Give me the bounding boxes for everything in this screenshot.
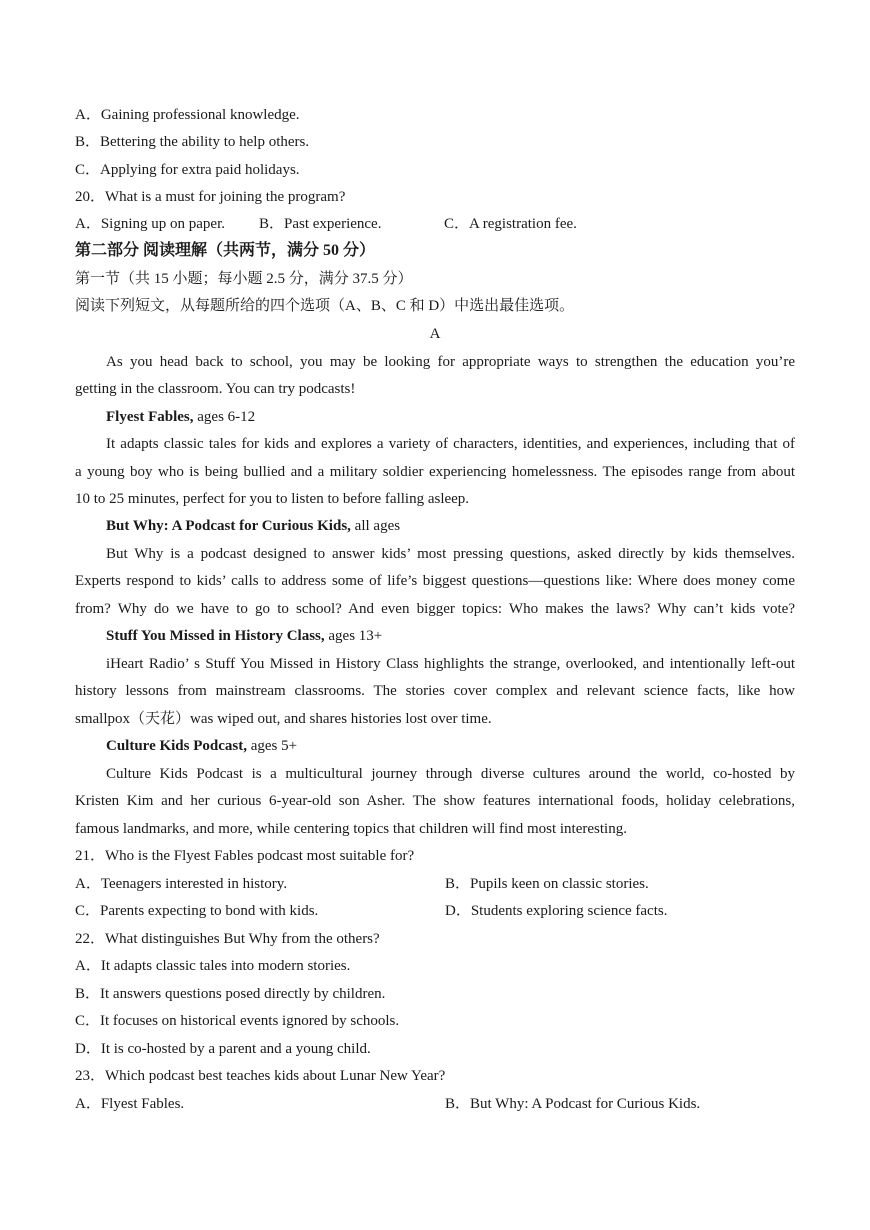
culture-kids-line-2: Kristen Kim and her curious 6-year-old son Asher. The show features international foods, holiday celebrations, [75, 793, 795, 809]
podcast-age: ages 5+ [246, 738, 298, 754]
passage-intro-line-2: getting in the classroom. You can try podcasts! [75, 381, 356, 397]
q22-option-d: D．It is co-hosted by a parent and a young child. [75, 1041, 371, 1057]
stuff-you-missed-line-2: history lessons from mainstream classrooms. The stories cover complex and relevant science facts, like how [75, 683, 795, 699]
q22-option-a: A．It adapts classic tales into modern stories. [75, 958, 351, 974]
q23-option-a: A．Flyest Fables. [75, 1096, 185, 1112]
culture-kids-line-1: Culture Kids Podcast is a multicultural journey through diverse cultures around the world, co-hosted by [106, 766, 795, 782]
q23-stem: 23．Which podcast best teaches kids about Lunar New Year? [75, 1068, 446, 1084]
part-title: 第二部分 阅读理解（共两节，满分 50 分） [75, 242, 376, 259]
podcast-title: But Why: A Podcast for Curious Kids, [106, 518, 351, 534]
but-why-line-1: But Why is a podcast designed to answer kids’ most pressing questions, asked directly by kids themselves. [106, 546, 795, 562]
passage-intro-line-1: As you head back to school, you may be looking for appropriate ways to strengthen the education you’re [106, 354, 795, 370]
q21-option-a: A．Teenagers interested in history. [75, 876, 288, 892]
q20-option-c: C．A registration fee. [444, 216, 577, 232]
flyest-fables-line-3: 10 to 25 minutes, perfect for you to listen to before falling asleep. [75, 491, 470, 507]
q21-option-b: B．Pupils keen on classic stories. [445, 876, 649, 892]
q21-stem: 21．Who is the Flyest Fables podcast most suitable for? [75, 848, 415, 864]
q20-options [75, 214, 795, 234]
stuff-you-missed-line-1: iHeart Radio’ s Stuff You Missed in History Class highlights the strange, overlooked, and intentionally left-out [106, 656, 795, 672]
q22-option-b: B．It answers questions posed directly by children. [75, 986, 386, 1002]
podcast-age: ages 6-12 [193, 409, 256, 425]
q20-stem: 20．What is a must for joining the program? [75, 189, 346, 205]
flyest-fables-line-1: It adapts classic tales for kids and explores a variety of characters, identities, and experiences, including that of [106, 436, 795, 452]
podcast-heading-stuff-you-missed [106, 626, 795, 646]
podcast-title: Flyest Fables, [106, 409, 194, 425]
q21-option-d: D．Students exploring science facts. [445, 903, 668, 919]
stuff-you-missed-line-3: smallpox（天花）was wiped out, and shares histories lost over time. [75, 711, 492, 727]
but-why-line-3: from? Why do we have to go to school? And even bigger topics: Who makes the laws? Why can’t kids vote? [75, 601, 795, 617]
podcast-heading-but-why [106, 516, 795, 536]
q19-option-c: C．Applying for extra paid holidays. [75, 162, 300, 178]
q23-option-b: B．But Why: A Podcast for Curious Kids. [445, 1096, 701, 1112]
q19-option-a: A．Gaining professional knowledge. [75, 107, 300, 123]
but-why-line-2: Experts respond to kids’ calls to address some of life’s biggest questions—questions like: Where does money come [75, 573, 795, 589]
q22-stem: 22．What distinguishes But Why from the others? [75, 931, 380, 947]
podcast-heading-culture-kids [106, 736, 795, 756]
podcast-title: Culture Kids Podcast, [106, 738, 247, 754]
podcast-title: Stuff You Missed in History Class, [106, 628, 325, 644]
q22-option-c: C．It focuses on historical events ignored by schools. [75, 1013, 400, 1029]
flyest-fables-line-2: a young boy who is being bullied and a military soldier experiencing homelessness. The episodes range from about [75, 464, 795, 480]
podcast-age: all ages [350, 518, 401, 534]
q21-option-c: C．Parents expecting to bond with kids. [75, 903, 319, 919]
q20-option-b: B．Past experience. [259, 216, 382, 232]
culture-kids-line-3: famous landmarks, and more, while centering topics that children will find most interesting. [75, 821, 627, 837]
q20-option-a: A．Signing up on paper. [75, 216, 225, 232]
section-subtitle: 第一节（共 15 小题；每小题 2.5 分，满分 37.5 分） [75, 271, 413, 287]
podcast-age: ages 13+ [324, 628, 383, 644]
passage-letter: A [429, 326, 441, 342]
section-instruction: 阅读下列短文，从每题所给的四个选项（A、B、C 和 D）中选出最佳选项。 [75, 298, 575, 314]
q19-option-b: B．Bettering the ability to help others. [75, 134, 310, 150]
podcast-heading-flyest-fables [106, 407, 795, 427]
